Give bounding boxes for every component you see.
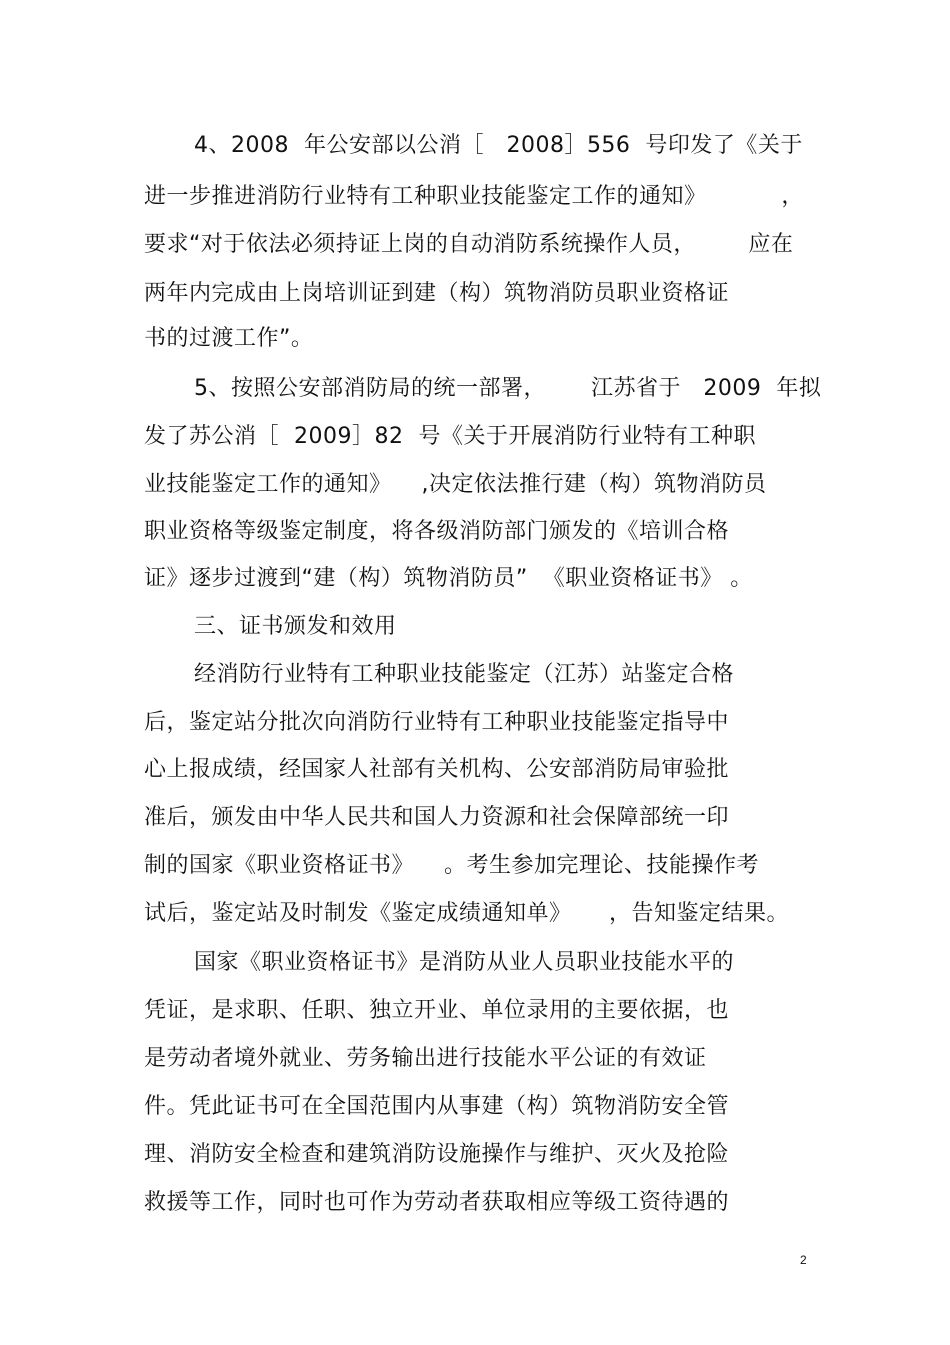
text-line: 证》逐步过渡到“建（构）筑物消防员” 《职业资格证书》 。 xyxy=(144,566,753,591)
text-line: 5、按照公安部消防局的统一部署， 江苏省于 2009 年拟 xyxy=(194,376,822,401)
text-line: 进一步推进消防行业特有工种职业技能鉴定工作的通知》 ， xyxy=(144,184,804,209)
text-line: 职业资格等级鉴定制度，将各级消防部门颁发的《培训合格 xyxy=(144,519,730,544)
text-line: 制的国家《职业资格证书》 。考生参加完理论、技能操作考 xyxy=(144,853,759,878)
text-line: 国家《职业资格证书》是消防从业人员职业技能水平的 xyxy=(194,950,735,975)
text-line: 两年内完成由上岗培训证到建（构）筑物消防员职业资格证 xyxy=(144,281,730,306)
text-line: 理、消防安全检查和建筑消防设施操作与维护、灭火及抢险 xyxy=(144,1142,730,1167)
text-line: 后，鉴定站分批次向消防行业特有工种职业技能鉴定指导中 xyxy=(144,710,730,735)
section-heading: 三、证书颁发和效用 xyxy=(194,614,397,639)
text-line: 试后，鉴定站及时制发《鉴定成绩通知单》 ，告知鉴定结果。 xyxy=(144,901,789,926)
text-line: 凭证，是求职、任职、独立开业、单位录用的主要依据，也 xyxy=(144,998,730,1023)
page-number: 2 xyxy=(800,1253,807,1267)
text-line: 准后，颁发由中华人民共和国人力资源和社会保障部统一印 xyxy=(144,805,730,830)
text-line: 4、2008 年公安部以公消［ 2008］556 号印发了《关于 xyxy=(194,133,803,158)
text-line: 要求“对于依法必须持证上岗的自动消防系统操作人员， 应在 xyxy=(144,232,794,257)
text-line: 发了苏公消［ 2009］82 号《关于开展消防行业特有工种职 xyxy=(144,424,756,449)
text-line: 书的过渡工作”。 xyxy=(144,326,314,351)
text-line: 是劳动者境外就业、劳务输出进行技能水平公证的有效证 xyxy=(144,1046,707,1071)
text-line: 经消防行业特有工种职业技能鉴定（江苏）站鉴定合格 xyxy=(194,662,735,687)
text-line: 救援等工作，同时也可作为劳动者获取相应等级工资待遇的 xyxy=(144,1190,730,1215)
text-line: 心上报成绩，经国家人社部有关机构、公安部消防局审验批 xyxy=(144,757,730,782)
text-line: 件。凭此证书可在全国范围内从事建（构）筑物消防安全管 xyxy=(144,1094,730,1119)
text-line: 业技能鉴定工作的通知》 ,决定依法推行建（构）筑物消防员 xyxy=(144,472,767,497)
